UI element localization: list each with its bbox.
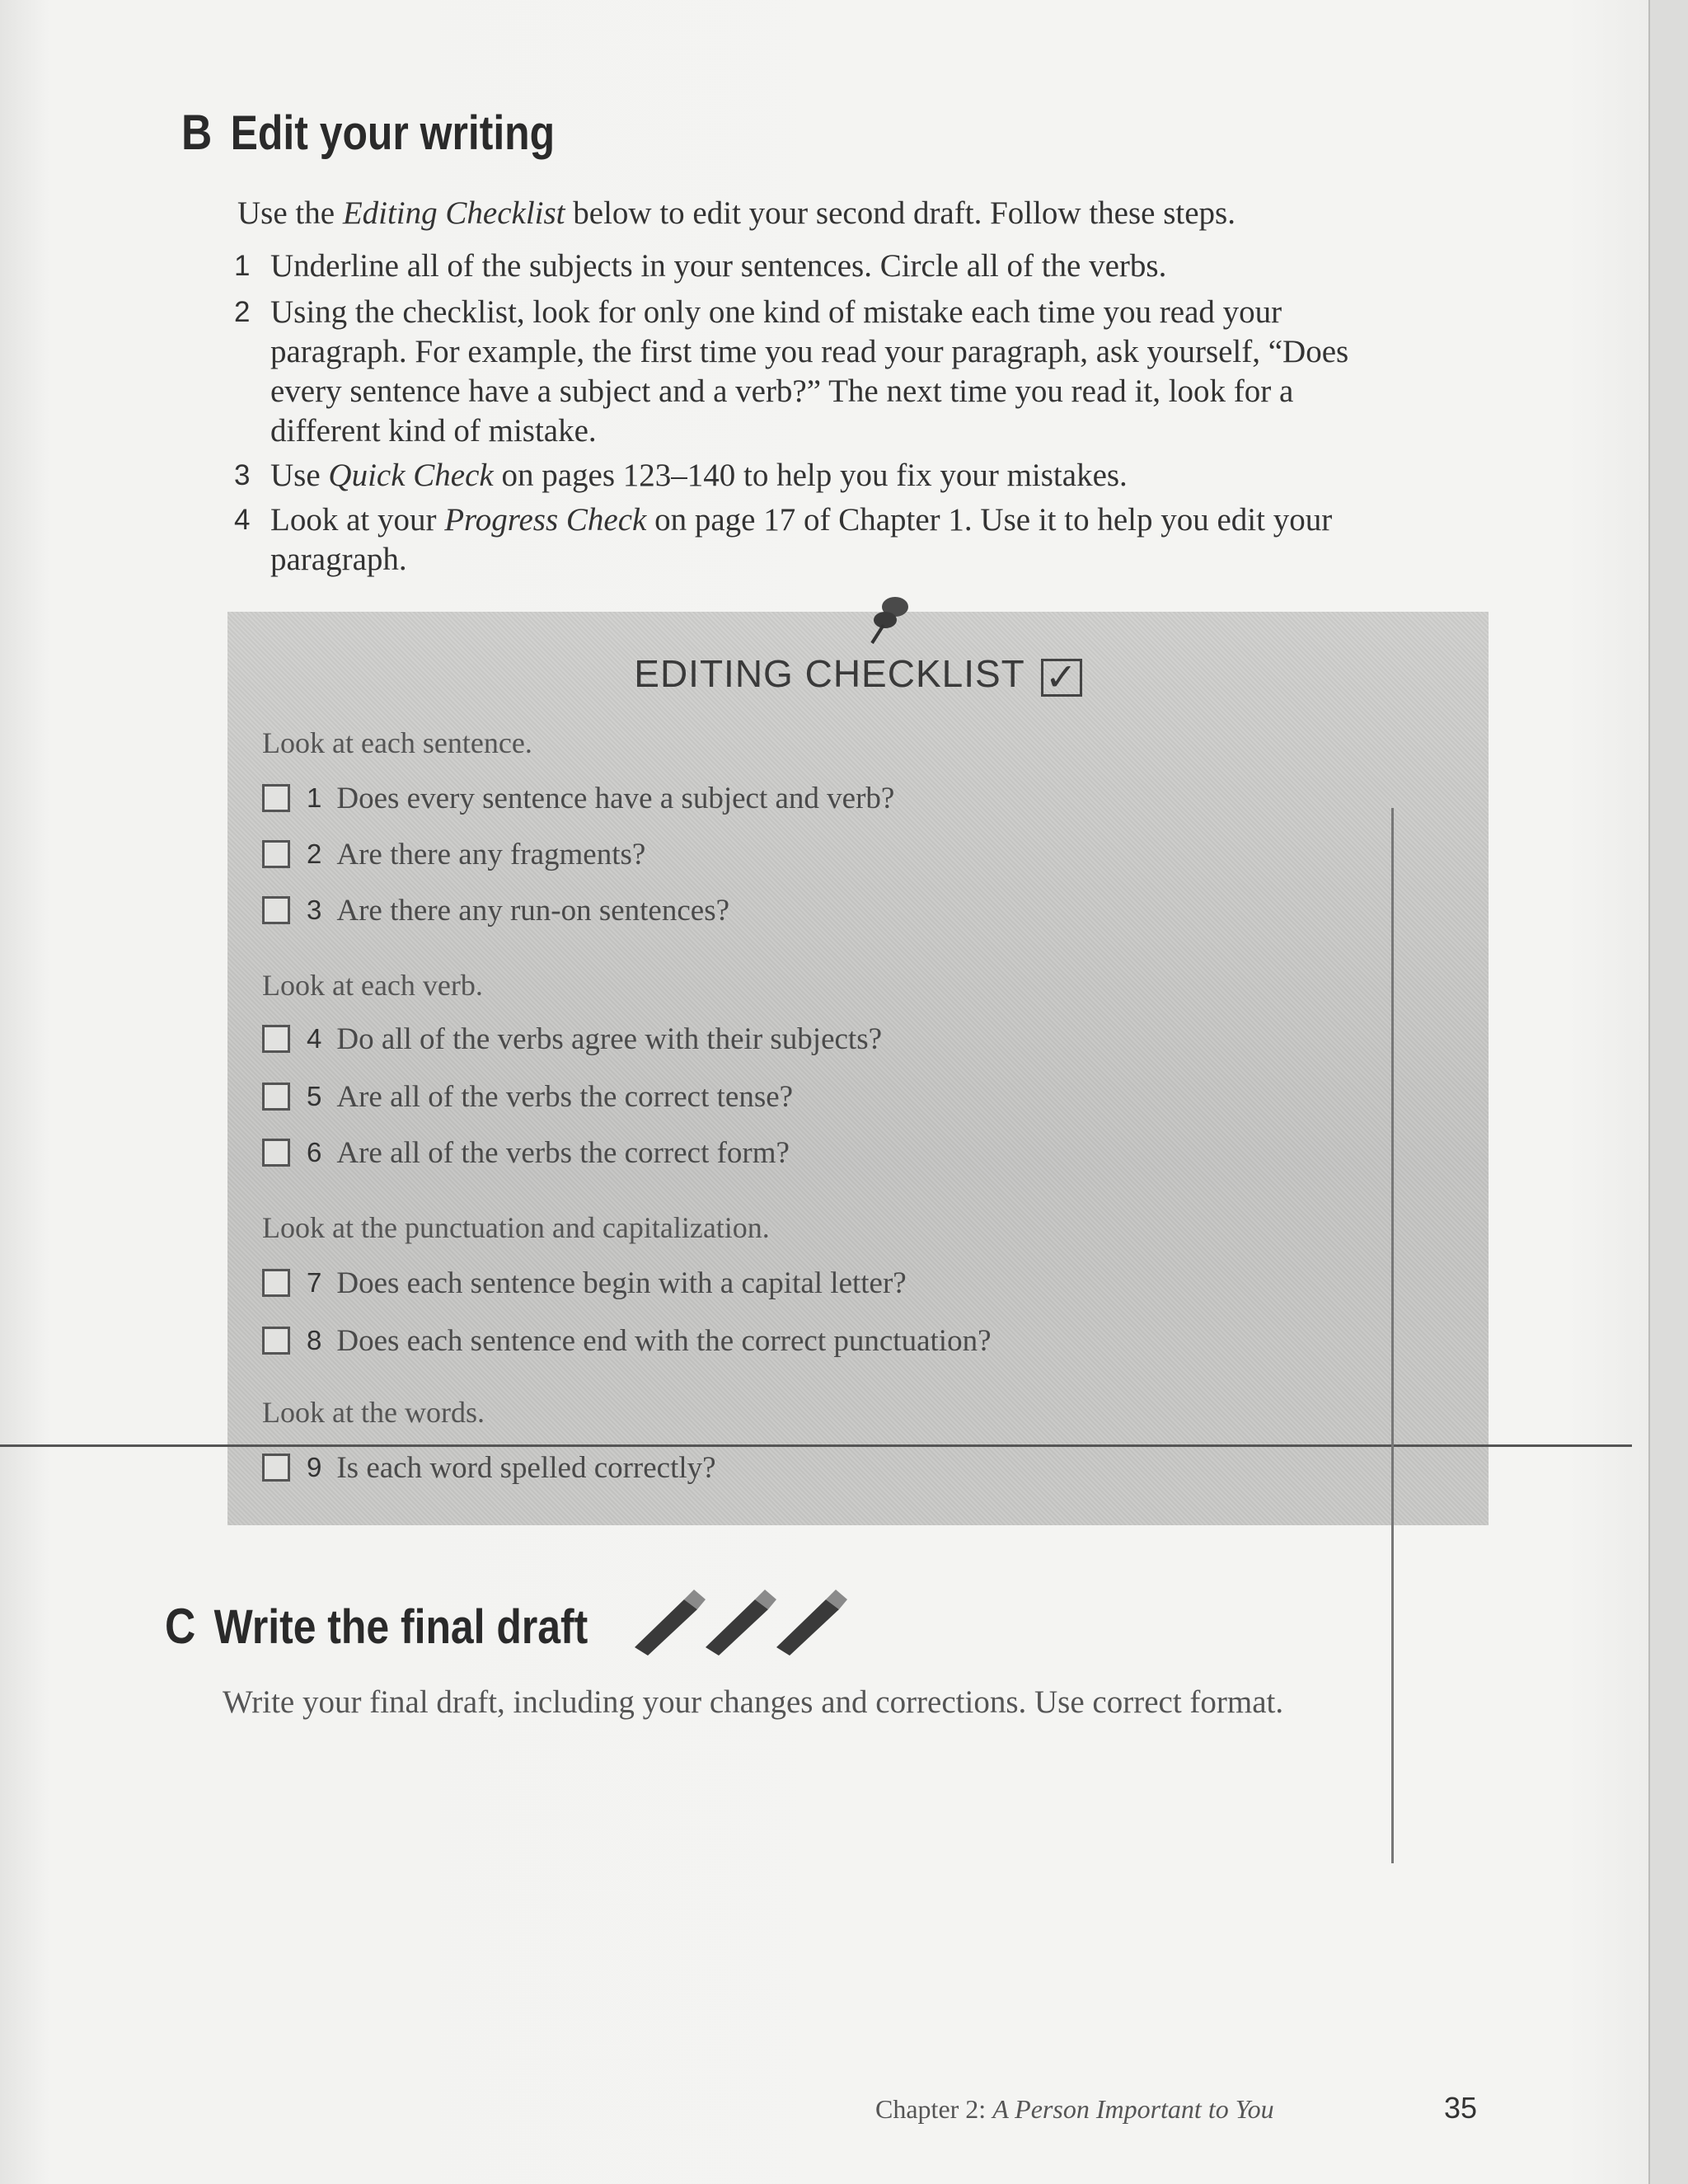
checkbox[interactable] (262, 1083, 290, 1111)
checkbox[interactable] (262, 840, 290, 868)
step-text: every sentence have a subject and a verb?” The next time you read it, look for a (270, 373, 1294, 409)
step-text: different kind of mistake. (270, 413, 597, 449)
adjacent-page-edge (1648, 0, 1688, 2184)
checkbox[interactable] (262, 1139, 290, 1167)
editing-checklist-panel (227, 612, 1489, 1525)
section-b-letter: B (181, 105, 213, 160)
checkmark-icon: ✓ (1041, 659, 1082, 697)
checklist-group-label: Look at each verb. (262, 969, 483, 1002)
section-c-title: Write the final draft (213, 1600, 588, 1654)
checklist-item-8[interactable] (262, 1322, 992, 1359)
item-number: 7 (307, 1267, 322, 1298)
item-number: 1 (307, 782, 322, 813)
section-c-instruction: Write your final draft, including your changes and corrections. Use correct format. (223, 1684, 1284, 1720)
step-text: on pages 123–140 to help you fix your mistakes. (493, 458, 1128, 493)
checkbox[interactable] (262, 1025, 290, 1053)
step-text: Underline all of the subjects in your sentences. Circle all of the verbs. (270, 248, 1167, 284)
item-number: 8 (307, 1325, 322, 1355)
item-number: 9 (307, 1452, 322, 1482)
step-number: 3 (234, 459, 251, 491)
checklist-title-text: EDITING CHECKLIST (634, 652, 1025, 695)
step-text: Use (270, 458, 329, 493)
item-text: Are all of the verbs the correct form? (336, 1135, 790, 1170)
checklist-title (227, 651, 1489, 697)
step-text: Using the checklist, look for only one kind of mistake each time you read your (270, 294, 1282, 330)
checklist-item-2[interactable] (262, 836, 645, 872)
checklist-item-5[interactable] (262, 1078, 793, 1115)
item-text: Does every sentence have a subject and verb? (336, 781, 895, 815)
checklist-group-label: Look at the punctuation and capitalization. (262, 1211, 770, 1244)
checklist-group-label: Look at the words. (262, 1396, 485, 1429)
footer-chapter (875, 2094, 1274, 2125)
checklist-item-7[interactable] (262, 1265, 907, 1301)
section-b-title: Edit your writing (230, 106, 556, 160)
intro-text: Use the (237, 195, 343, 231)
checklist-item-4[interactable] (262, 1021, 882, 1057)
scan-line (0, 1444, 1632, 1447)
section-b-intro (237, 193, 1474, 234)
step-text: paragraph. For example, the first time you read your paragraph, ask yourself, “Does (270, 334, 1349, 369)
chapter-label: Chapter 2: (875, 2094, 993, 2124)
checklist-item-6[interactable] (262, 1134, 790, 1171)
checkbox[interactable] (262, 1454, 290, 1482)
step-number: 1 (234, 250, 251, 282)
section-c-heading (165, 1598, 588, 1655)
checklist-item-1[interactable] (262, 780, 894, 816)
item-number: 3 (307, 895, 322, 925)
step-number: 2 (234, 296, 251, 328)
checklist-item-9[interactable] (262, 1449, 716, 1486)
item-text: Does each sentence end with the correct punctuation? (336, 1323, 992, 1358)
step-number: 4 (234, 504, 251, 536)
item-number: 6 (307, 1137, 322, 1167)
pencil-icons (626, 1575, 857, 1657)
step-italic: Progress Check (444, 502, 647, 538)
step-text: on page 17 of Chapter 1. Use it to help you edit your (646, 502, 1333, 538)
chapter-title: A Person Important to You (992, 2094, 1274, 2124)
item-number: 2 (307, 838, 322, 869)
checklist-group-label: Look at each sentence. (262, 726, 532, 759)
pushpin-icon (862, 589, 920, 646)
section-c-letter: C (165, 1599, 196, 1654)
item-text: Are there any run-on sentences? (336, 893, 730, 928)
page-number: 35 (1444, 2091, 1478, 2125)
intro-italic: Editing Checklist (342, 195, 565, 231)
intro-text-end: below to edit your second draft. Follow these steps. (565, 195, 1236, 231)
section-b-heading (181, 104, 555, 161)
item-number: 5 (307, 1081, 322, 1111)
checkbox[interactable] (262, 1327, 290, 1355)
checklist-item-3[interactable] (262, 892, 729, 928)
item-text: Are there any fragments? (336, 837, 646, 871)
checkbox[interactable] (262, 896, 290, 924)
item-text: Is each word spelled correctly? (336, 1450, 716, 1485)
item-text: Does each sentence begin with a capital letter? (336, 1266, 907, 1300)
checkbox[interactable] (262, 1269, 290, 1297)
checkbox[interactable] (262, 784, 290, 812)
step-text: paragraph. (270, 542, 407, 577)
step-italic: Quick Check (328, 458, 494, 493)
item-number: 4 (307, 1023, 322, 1054)
item-text: Are all of the verbs the correct tense? (336, 1079, 794, 1114)
item-text: Do all of the verbs agree with their subjects? (336, 1022, 883, 1056)
steps-list (234, 246, 1487, 592)
step-text: Look at your (270, 502, 445, 538)
